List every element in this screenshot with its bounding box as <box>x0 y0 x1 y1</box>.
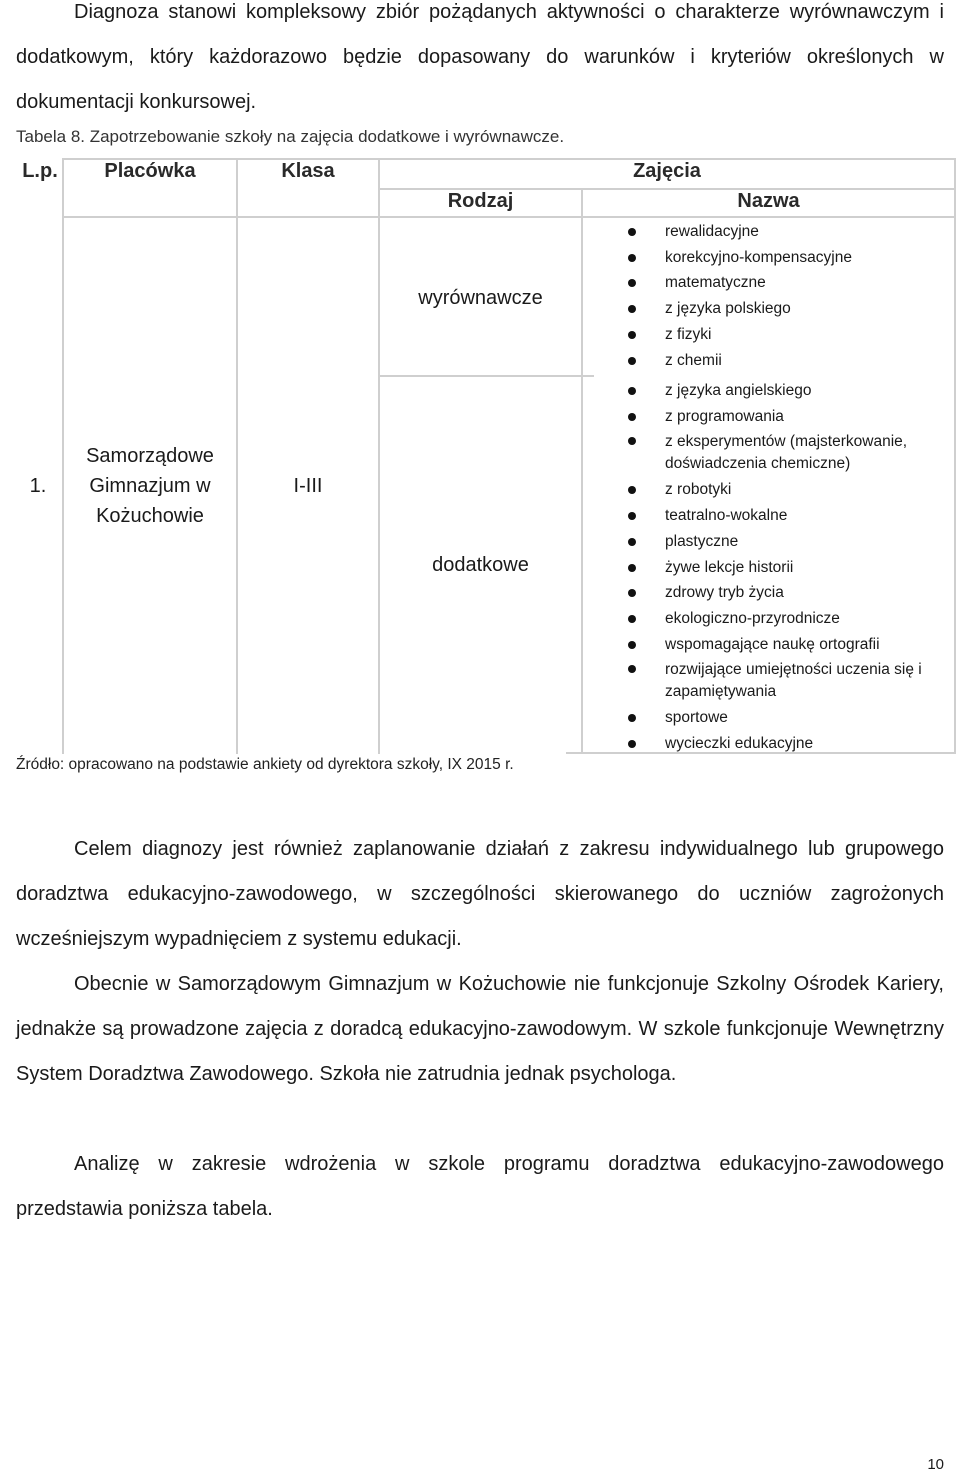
row-lp: 1. <box>29 475 47 497</box>
bullet-icon <box>628 279 636 287</box>
list-item: z języka angielskiego <box>628 378 958 404</box>
header-klasa: Klasa <box>281 160 335 182</box>
list-item: sportowe <box>628 705 958 731</box>
header-rodzaj: Rodzaj <box>447 190 514 212</box>
bullet-icon <box>628 228 636 236</box>
table-line <box>62 216 956 218</box>
demand-table <box>16 158 956 754</box>
list-item: plastyczne <box>628 529 958 555</box>
bullet-icon <box>628 589 636 597</box>
body-paragraph <box>16 1142 944 1232</box>
list-item: rewalidacyjne <box>628 219 958 245</box>
header-nazwa: Nazwa <box>737 190 800 212</box>
placowka-line: Kożuchowie <box>96 505 204 527</box>
list-item: z programowania <box>628 404 958 430</box>
body-paragraph <box>16 827 944 962</box>
body-paragraph-text: Analizę w zakresie wdrożenia w szkole programu doradztwa edukacyjno-zawodowego przedstawia poniższa tabela. <box>16 1153 944 1220</box>
header-zajecia: Zajęcia <box>633 160 701 182</box>
table-line <box>581 188 583 754</box>
list-item: z języka polskiego <box>628 296 958 322</box>
bullet-icon <box>628 486 636 494</box>
page-number: 10 <box>927 1456 944 1473</box>
list-item: korekcyjno-kompensacyjne <box>628 245 958 271</box>
bullet-icon <box>628 512 636 520</box>
nazwa-list-wyrownawcze <box>628 219 958 373</box>
list-item: z chemii <box>628 348 958 374</box>
bullet-icon <box>628 387 636 395</box>
bullet-icon <box>628 665 636 673</box>
bullet-icon <box>628 254 636 262</box>
rodzaj-dodatkowe: dodatkowe <box>432 554 529 576</box>
list-item: wycieczki edukacyjne <box>628 731 958 757</box>
table-line <box>378 375 594 377</box>
table-source: Źródło: opracowano na podstawie ankiety od dyrektora szkoły, IX 2015 r. <box>16 756 514 773</box>
body-paragraph-text: Celem diagnozy jest również zaplanowanie działań z zakresu indywidualnego lub grupowego doradztwa edukacyjno-zawodowego, w szczególności skierowanego do uczniów zagrożonych wcześniejszym wypadnięciem z systemu edukacji. <box>16 838 944 950</box>
bullet-icon <box>628 538 636 546</box>
table-line <box>378 158 380 754</box>
intro-paragraph-text: Diagnoza stanowi kompleksowy zbiór pożądanych aktywności o charakterze wyrównawczym i dodatkowym, który każdorazowo będzie dopasowany do warunków i kryteriów określonych w dokumentacji konkursowej. <box>16 1 944 113</box>
list-item: z robotyki <box>628 477 958 503</box>
table-caption: Tabela 8. Zapotrzebowanie szkoły na zajęcia dodatkowe i wyrównawcze. <box>16 127 565 146</box>
body-paragraph <box>16 962 944 1097</box>
list-item: zdrowy tryb życia <box>628 580 958 606</box>
bullet-icon <box>628 641 636 649</box>
list-item: z eksperymentów (majsterkowanie, doświadczenia chemiczne) <box>628 429 960 477</box>
bullet-icon <box>628 714 636 722</box>
list-item: ekologiczno-przyrodnicze <box>628 606 958 632</box>
row-placowka <box>62 441 238 531</box>
placowka-line: Samorządowe <box>86 445 214 467</box>
list-item: matematyczne <box>628 270 958 296</box>
intro-paragraph <box>16 0 944 125</box>
list-item: z fizyki <box>628 322 958 348</box>
list-item: teatralno-wokalne <box>628 503 958 529</box>
placowka-line: Gimnazjum w <box>89 475 211 497</box>
bullet-icon <box>628 615 636 623</box>
rodzaj-wyrownawcze: wyrównawcze <box>418 287 543 309</box>
nazwa-list-dodatkowe <box>628 378 958 757</box>
bullet-icon <box>628 740 636 748</box>
row-klasa: I-III <box>293 475 323 497</box>
list-item: żywe lekcje historii <box>628 555 958 581</box>
body-paragraph-text: Obecnie w Samorządowym Gimnazjum w Kożuchowie nie funkcjonuje Szkolny Ośrodek Kariery, jednakże są prowadzone zajęcia z doradcą edukacyjno-zawodowym. W szkole funkcjonuje Wewnętrzny System Doradztwa Zawodowego. Szkoła nie zatrudnia jednak psychologa. <box>16 973 944 1085</box>
bullet-icon <box>628 331 636 339</box>
list-item: rozwijające umiejętności uczenia się i zapamiętywania <box>628 657 960 705</box>
list-item: wspomagające naukę ortografii <box>628 632 958 658</box>
bullet-icon <box>628 357 636 365</box>
header-lp: L.p. <box>22 160 58 182</box>
bullet-icon <box>628 305 636 313</box>
bullet-icon <box>628 564 636 572</box>
bullet-icon <box>628 437 636 445</box>
header-placowka: Placówka <box>104 160 196 182</box>
bullet-icon <box>628 413 636 421</box>
